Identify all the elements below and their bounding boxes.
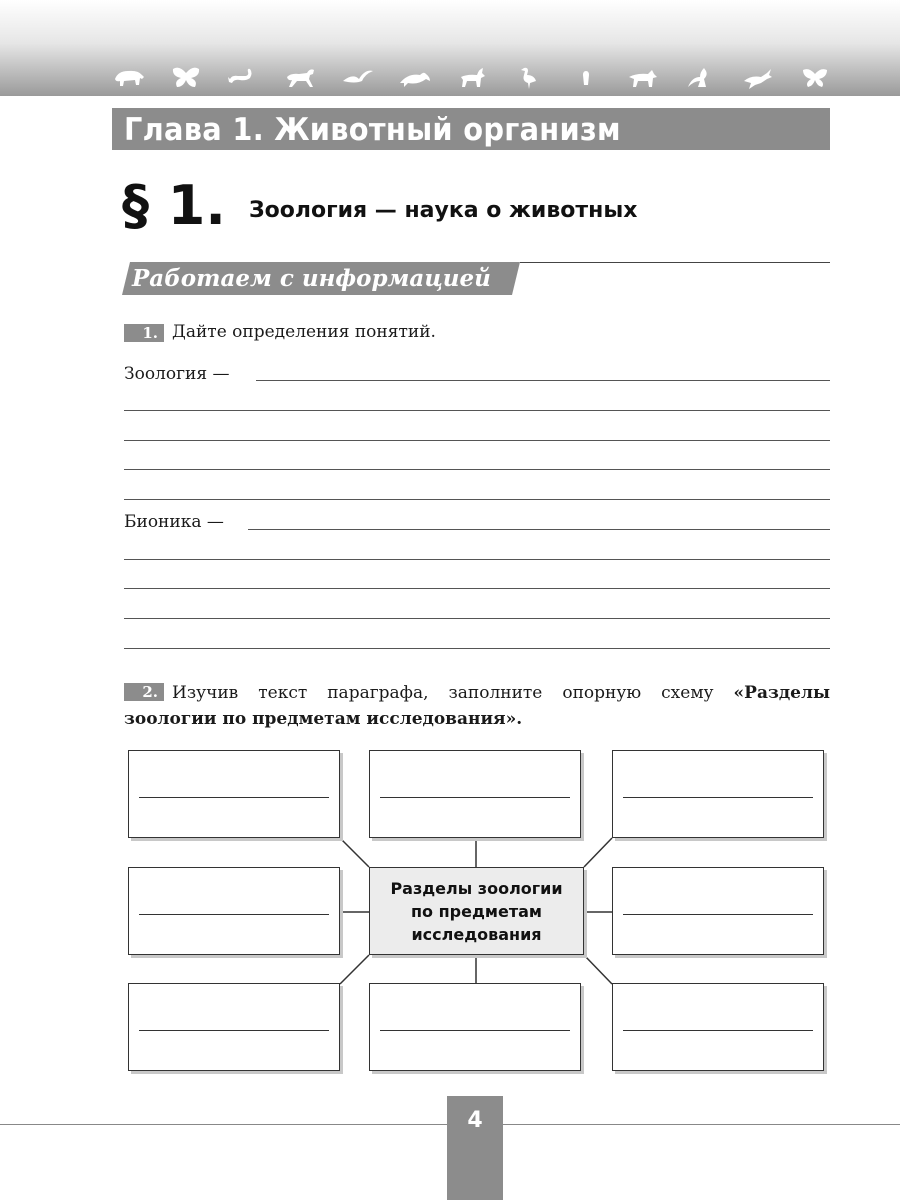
chapter-title: Глава 1. Животный организм	[124, 112, 621, 148]
term-bionics: Бионика —	[124, 512, 224, 532]
paragraph-number: § 1.	[122, 174, 226, 237]
task-number-2: 2.	[124, 683, 164, 701]
scheme-center-line-1: Разделы зоологии	[390, 878, 563, 898]
scheme-center-line-2: по предметам	[411, 901, 542, 921]
section-label: Работаем с информацией	[132, 265, 491, 292]
scheme-box-middle-right[interactable]	[612, 867, 824, 955]
scheme-box-top-left[interactable]	[128, 750, 340, 838]
scheme-center-box	[369, 867, 584, 955]
paragraph-title: Зоология — наука о животных	[249, 198, 638, 223]
scheme-box-bottom-center[interactable]	[369, 983, 581, 1071]
task-2-text-bold: «Разделы зоологии по предметам исследования»	[124, 683, 830, 729]
scheme-box-top-right[interactable]	[612, 750, 824, 838]
scheme-box-bottom-right[interactable]	[612, 983, 824, 1071]
scheme-box-top-center[interactable]	[369, 750, 581, 838]
scheme-center-line-3: исследования	[411, 924, 542, 944]
task-2-text-end: .	[516, 709, 523, 729]
term-zoology: Зоология —	[124, 364, 230, 384]
task-1-text: Дайте определения понятий.	[172, 322, 436, 342]
page-number: 4	[467, 1108, 483, 1133]
task-2-text-plain: Изучив текст параграфа, заполните опорную схему	[172, 683, 734, 703]
scheme-box-bottom-left[interactable]	[128, 983, 340, 1071]
scheme-box-middle-left[interactable]	[128, 867, 340, 955]
task-number-1: 1.	[124, 324, 164, 342]
